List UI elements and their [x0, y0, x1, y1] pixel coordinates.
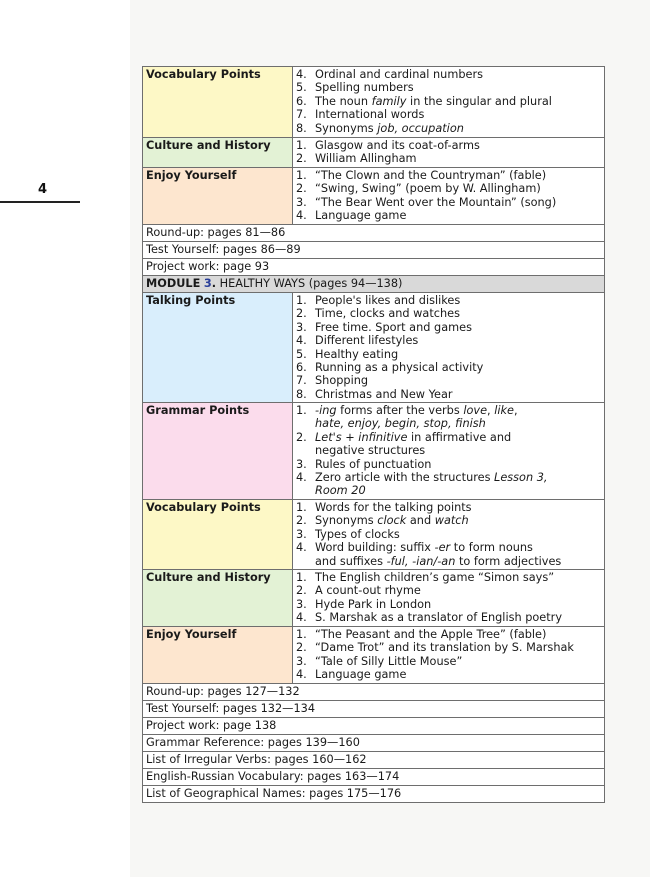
section-row [143, 138, 605, 168]
grammar-reference-row: Grammar Reference: pages 139—160 [143, 735, 605, 752]
list-item: 2. A count-out rhyme [296, 584, 421, 598]
section-items [293, 570, 605, 627]
project-work-row: Project work: page 138 [143, 718, 605, 735]
section-label: Grammar Points [143, 403, 293, 500]
module-title: HEALTHY WAYS (pages 94—138) [219, 277, 403, 290]
list-item: 6. The noun family in the singular and plural [296, 94, 552, 108]
list-item: 2. Synonyms clock and watch [296, 514, 469, 528]
section-items [293, 403, 605, 500]
list-item: 1. Words for the talking points [296, 501, 472, 514]
section-items [293, 138, 605, 168]
full-row [143, 718, 605, 735]
list-item: 2. Time, clocks and watches [296, 307, 460, 321]
contents-table [142, 66, 605, 803]
section-row [143, 627, 605, 684]
section-items [293, 293, 605, 403]
page-number-rule [0, 201, 80, 203]
vocabulary-row: English-Russian Vocabulary: pages 163—174 [143, 769, 605, 786]
section-items [293, 627, 605, 684]
section-row [143, 67, 605, 138]
list-item: 3. “The Bear Went over the Mountain” (song) [296, 195, 557, 209]
list-item: 1. People's likes and dislikes [296, 294, 461, 307]
list-item: 5. Spelling numbers [296, 81, 414, 95]
list-item: 3. Hyde Park in London [296, 597, 432, 611]
list-item: 4. Language game [296, 668, 407, 682]
full-row [143, 735, 605, 752]
section-row [143, 293, 605, 403]
list-item: 3. Free time. Sport and games [296, 320, 472, 334]
test-yourself-row: Test Yourself: pages 132—134 [143, 701, 605, 718]
module-header-row [143, 276, 605, 293]
full-row [143, 769, 605, 786]
full-row [143, 225, 605, 242]
section-label: Vocabulary Points [143, 500, 293, 570]
list-item: 1. “The Peasant and the Apple Tree” (fable) [296, 628, 547, 641]
section-label: Enjoy Yourself [143, 627, 293, 684]
list-item: 5. Healthy eating [296, 347, 399, 361]
list-item: 2. Let's + infinitive in affirmative and [296, 430, 512, 444]
list-item-continuation: hate, enjoy, begin, stop, finish [315, 417, 486, 431]
project-work-row: Project work: page 93 [143, 259, 605, 276]
section-label: Culture and History [143, 138, 293, 168]
section-label: Talking Points [143, 293, 293, 403]
round-up-row: Round-up: pages 81—86 [143, 225, 605, 242]
round-up-row: Round-up: pages 127—132 [143, 684, 605, 701]
list-item: 2. “Dame Trot” and its translation by S. Marshak [296, 641, 574, 655]
list-item: 4. Word building: suffix -er to form nouns [296, 541, 533, 555]
list-item: 1. “The Clown and the Countryman” (fable) [296, 169, 547, 182]
full-row [143, 684, 605, 701]
module-heading: MODULE 3. HEALTHY WAYS (pages 94—138) [143, 276, 605, 293]
full-row [143, 786, 605, 803]
list-item: 1. -ing forms after the verbs love, like, [296, 404, 518, 417]
list-item: 7. International words [296, 108, 425, 122]
list-item-continuation: negative structures [315, 444, 426, 458]
list-item: 4. Zero article with the structures Lesson 3, [296, 471, 548, 485]
list-item: 4. S. Marshak as a translator of English poetry [296, 611, 563, 625]
section-items [293, 67, 605, 138]
section-items [293, 168, 605, 225]
section-row [143, 570, 605, 627]
full-row [143, 259, 605, 276]
geographical-names-row: List of Geographical Names: pages 175—176 [143, 786, 605, 803]
irregular-verbs-row: List of Irregular Verbs: pages 160—162 [143, 752, 605, 769]
section-label: Culture and History [143, 570, 293, 627]
section-label: Vocabulary Points [143, 67, 293, 138]
section-items [293, 500, 605, 570]
list-item: 3. “Tale of Silly Little Mouse” [296, 654, 463, 668]
section-row [143, 500, 605, 570]
list-item: 3. Rules of punctuation [296, 457, 432, 471]
full-row [143, 242, 605, 259]
list-item: 6. Running as a physical activity [296, 361, 484, 375]
list-item: 4. Different lifestyles [296, 334, 419, 348]
list-item: 1. The English children’s game “Simon says” [296, 571, 555, 584]
section-row [143, 403, 605, 500]
full-row [143, 701, 605, 718]
module-number: 3 [203, 277, 212, 290]
list-item: 1. Glasgow and its coat-of-arms [296, 139, 480, 152]
list-item: 8. Synonyms job, occupation [296, 121, 464, 135]
section-label: Enjoy Yourself [143, 168, 293, 225]
list-item-continuation: Room 20 [315, 484, 366, 498]
list-item: 2. “Swing, Swing” (poem by W. Allingham) [296, 182, 541, 196]
full-row [143, 752, 605, 769]
list-item: 7. Shopping [296, 374, 369, 388]
section-row [143, 168, 605, 225]
list-item: 4. Ordinal and cardinal numbers [296, 68, 483, 81]
test-yourself-row: Test Yourself: pages 86—89 [143, 242, 605, 259]
list-item: 8. Christmas and New Year [296, 387, 453, 401]
list-item: 3. Types of clocks [296, 527, 400, 541]
page-number: 4 [38, 182, 48, 197]
list-item: 4. Language game [296, 209, 407, 223]
list-item-continuation: and suffixes -ful, -ian/-an to form adjectives [315, 554, 562, 568]
list-item: 2. William Allingham [296, 152, 417, 166]
